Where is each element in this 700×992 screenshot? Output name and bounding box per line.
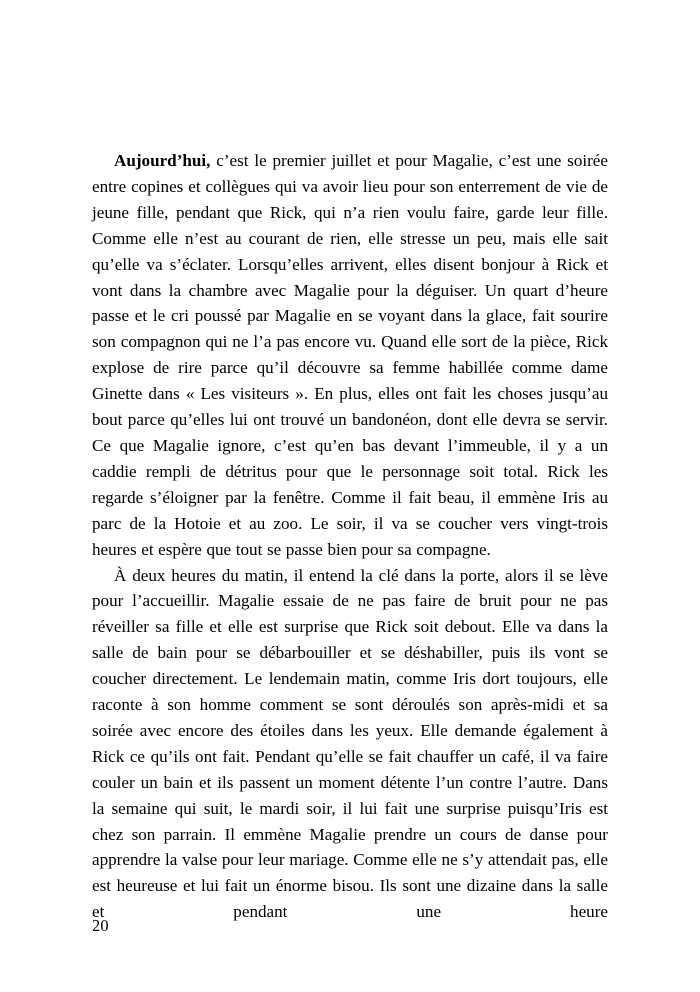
paragraph-1-lead-word: Aujourd’hui, (114, 151, 211, 170)
body-text-column (92, 148, 608, 925)
paragraph-1 (92, 148, 608, 563)
paragraph-2-text: À deux heures du matin, il entend la clé dans la porte, alors il se lève pour l’accueillir. Magalie essaie de ne pas faire de bruit pour ne pas réveiller sa fille et elle est surprise que Rick soit debout. Elle va dans la salle de bain pour se débarbouiller et se déshabiller, puis ils vont se coucher directement. Le lendemain matin, comme Iris dort toujours, elle raconte à son homme comment se sont déroulés son après-midi et sa soirée avec encore des étoiles dans les yeux. Elle demande également à Rick ce qu’ils ont fait. Pendant qu’elle se fait chauffer un café, il va faire couler un bain et ils passent un moment détente l’un contre l’autre. Dans la semaine qui suit, le mardi soir, il lui fait une surprise puisqu’Iris est chez son parrain. Il emmène Magalie prendre un cours de danse pour apprendre la valse pour leur mariage. Comme elle ne s’y attendait pas, elle est heureuse et lui fait un énorme bisou. Ils sont une dizaine dans la salle et pendant une heure (92, 565, 608, 922)
paragraph-2 (92, 563, 608, 926)
page-number: 20 (92, 916, 109, 935)
paragraph-1-text: c’est le premier juillet et pour Magalie, c’est une soirée entre copines et collègues qui va avoir lieu pour son enterrement de vie de jeune fille, pendant que Rick, qui n’a rien voulu faire, garde leur fille. Comme elle n’est au courant de rien, elle stresse un peu, mais elle sait qu’elle va s’éclater. Lorsqu’elles arrivent, elles disent bonjour à Rick et vont dans la chambre avec Magalie pour la déguiser. Un quart d’heure passe et le cri poussé par Magalie en se voyant dans la glace, fait sourire son compagnon qui ne l’a pas encore vu. Quand elle sort de la pièce, Rick explose de rire parce qu’il découvre sa femme habillée comme dame Ginette dans « Les visiteurs ». En plus, elles ont fait les choses jusqu’au bout parce qu’elles lui ont trouvé un bandonéon, dont elle devra se servir. Ce que Magalie ignore, c’est qu’en bas devant l’immeuble, il y a un caddie rempli de détritus pour que le personnage soit total. Rick les regarde s’éloigner par la fenêtre. Comme il fait beau, il emmène Iris au parc de la Hotoie et au zoo. Le soir, il va se coucher vers vingt-trois heures et espère que tout se passe bien pour sa compagne. (92, 151, 608, 559)
